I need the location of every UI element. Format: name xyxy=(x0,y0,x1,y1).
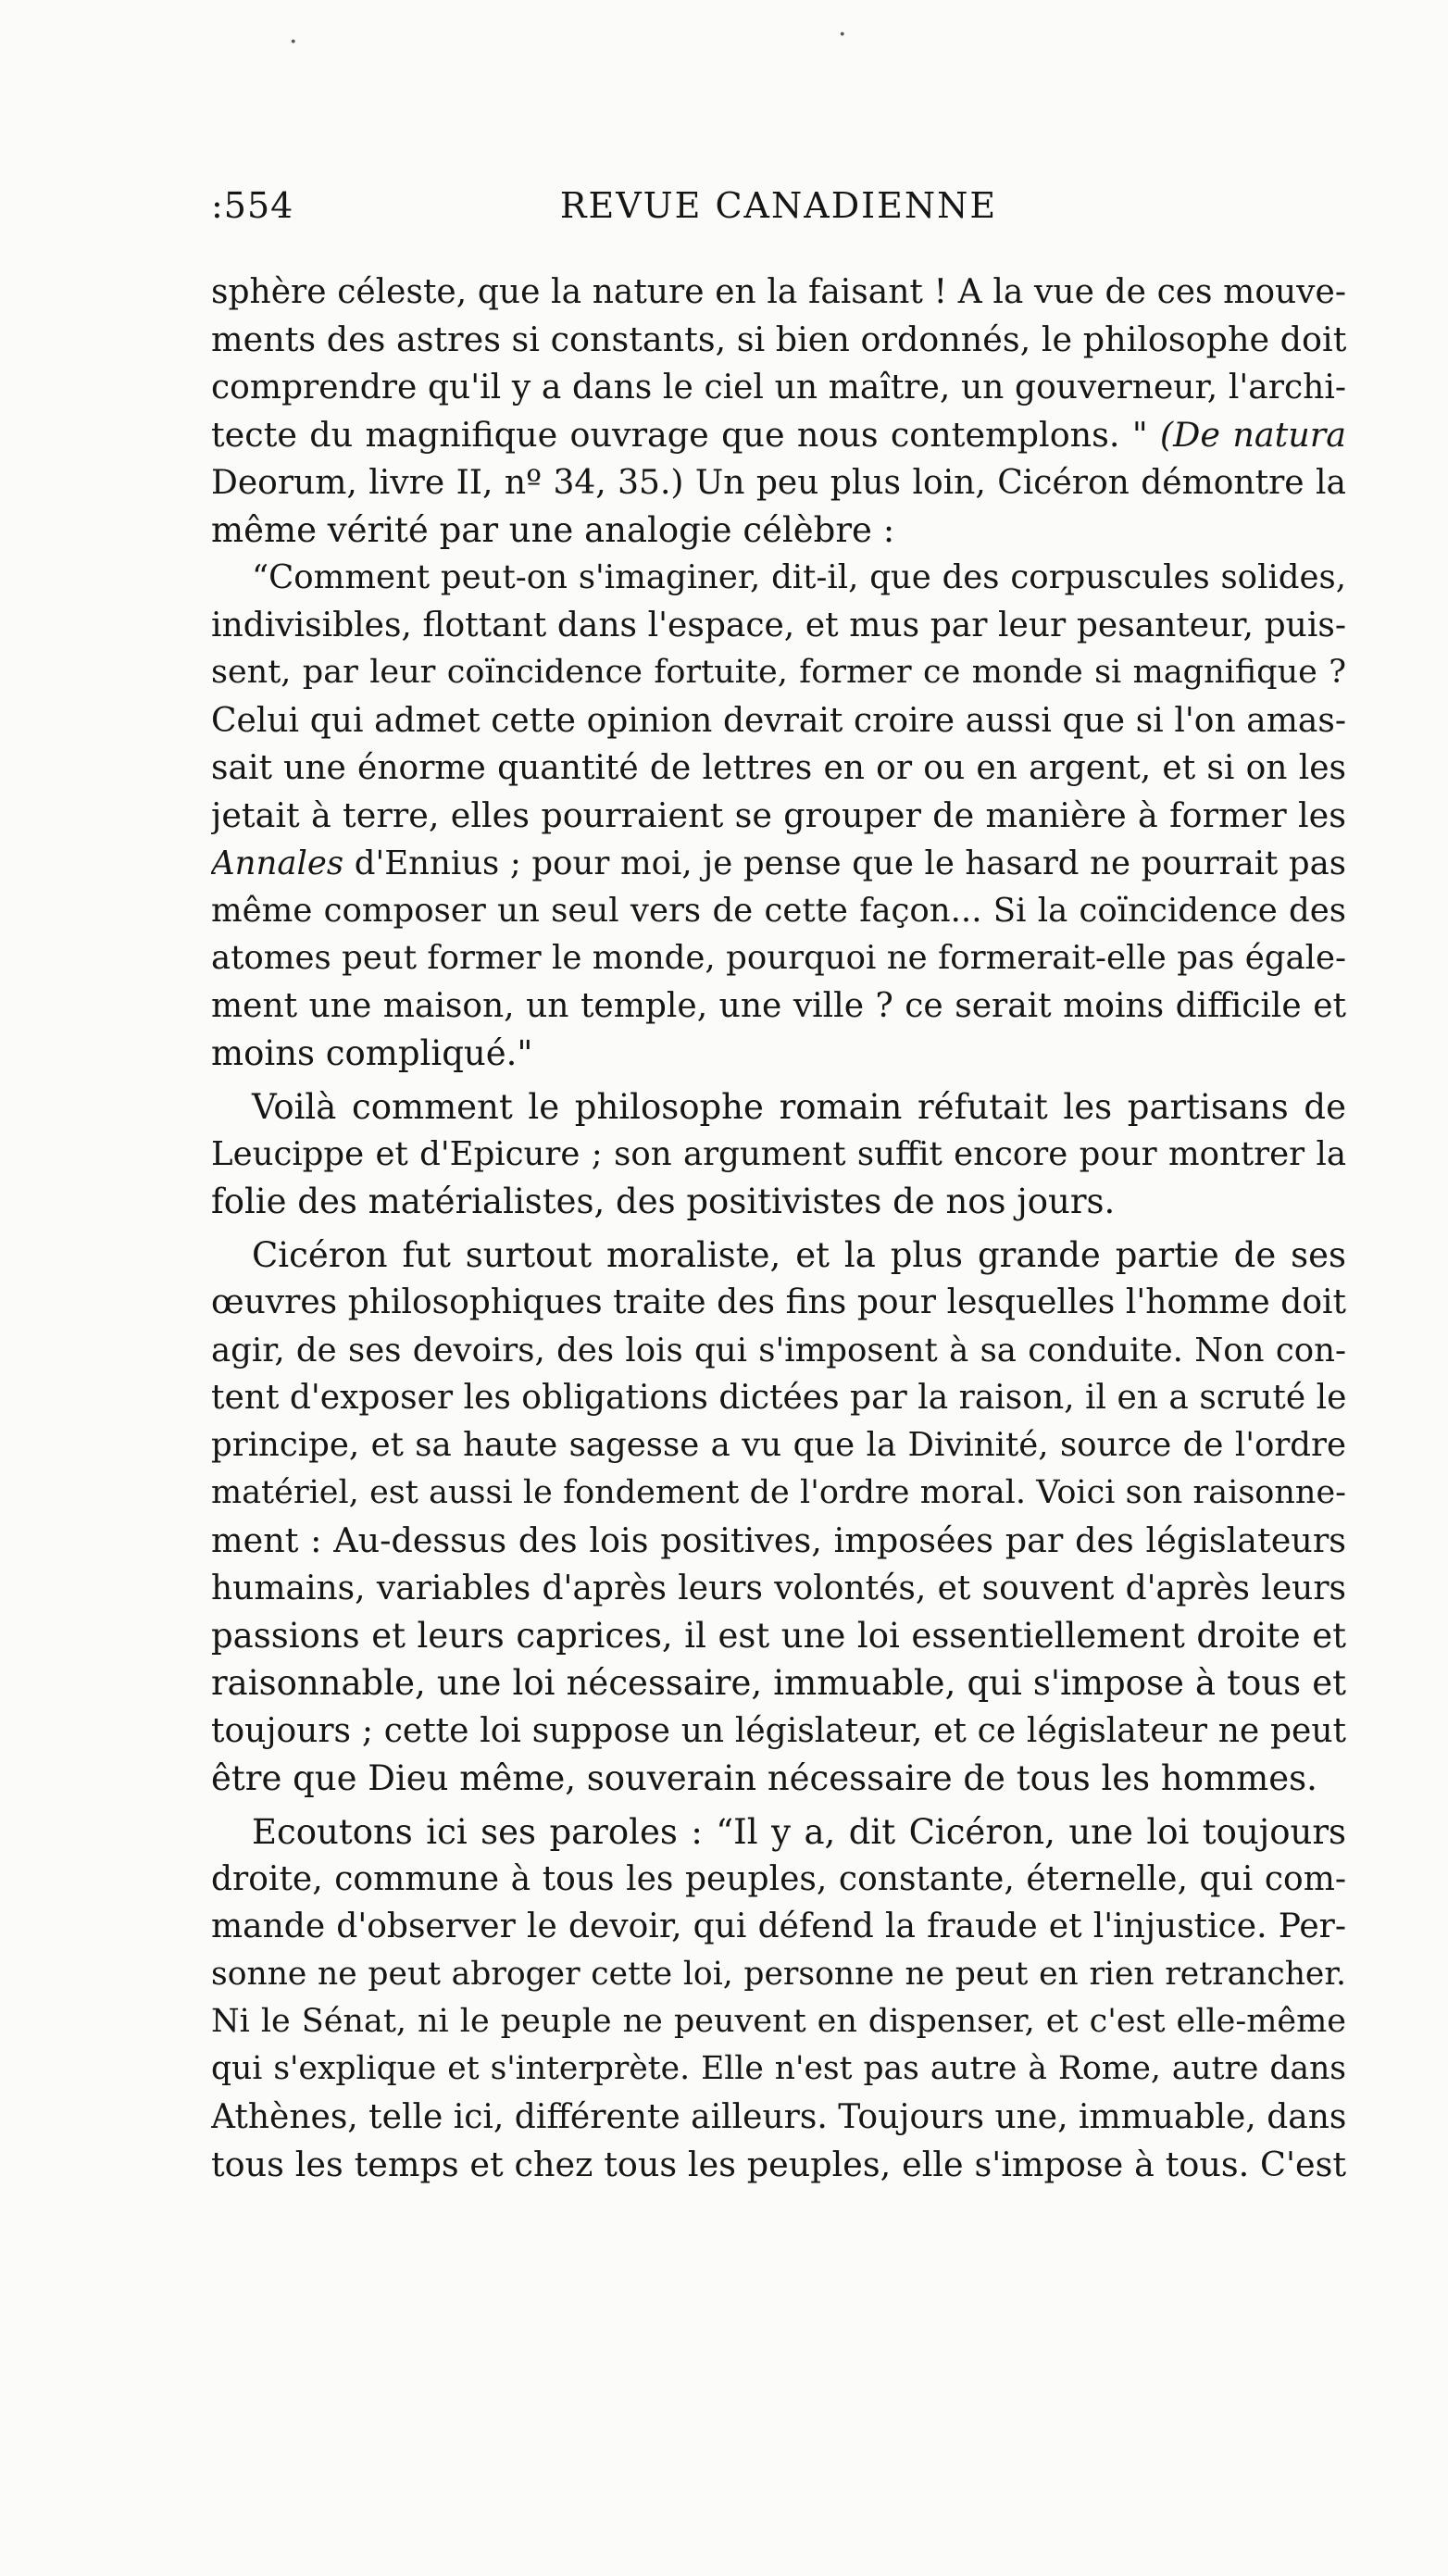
text-line: sait une énorme quantité de lettres en or ou en argent, et si on les xyxy=(211,748,1346,787)
text-line: Leucippe et d'Epicure ; son argument suffit encore pour montrer la xyxy=(211,1135,1346,1174)
text-line: être que Dieu même, souverain nécessaire de tous les hommes. xyxy=(211,1758,1317,1799)
text-span: tecte du magnifique ouvrage que nous contemplons. " xyxy=(211,415,1148,456)
text-line: sonne ne peut abroger cette loi, personne ne peut en rien retrancher. xyxy=(211,1955,1346,1993)
text-line xyxy=(211,411,1346,458)
text-line: comprendre qu'il y a dans le ciel un maître, un gouverneur, l'archi- xyxy=(211,368,1346,406)
text-line: ment une maison, un temple, une ville ? ce serait moins difficile et xyxy=(211,986,1346,1025)
text-line: indivisibles, flottant dans l'espace, et mus par leur pesanteur, puis- xyxy=(211,606,1346,644)
text-line: ments des astres si constants, si bien ordonnés, le philosophe doit xyxy=(211,319,1346,360)
text-span: d'Ennius ; pour moi, je pense que le hasard ne pourrait pas xyxy=(354,844,1346,882)
text-line: droite, commune à tous les peuples, constante, éternelle, qui com- xyxy=(211,1859,1346,1898)
text-line: moins compliqué." xyxy=(211,1033,533,1074)
text-line: passions et leurs caprices, il est une loi essentiellement droite et xyxy=(211,1615,1346,1656)
page-header xyxy=(211,185,1346,241)
text-line: jetait à terre, elles pourraient se grouper de manière à former les xyxy=(211,795,1346,836)
text-line: ment : Au-dessus des lois positives, imposées par des législateurs xyxy=(211,1520,1346,1561)
text-line: sent, par leur coïncidence fortuite, former ce monde si magnifique ? xyxy=(211,654,1346,692)
text-line: folie des matérialistes, des positivistes de nos jours. xyxy=(211,1182,1116,1222)
text-line: Athènes, telle ici, différente ailleurs. Toujours une, immuable, dans xyxy=(211,2097,1346,2136)
text-line: Deorum, livre II, nº 34, 35.) Un peu plus loin, Cicéron démontre la xyxy=(211,463,1346,502)
text-line: même vérité par une analogie célèbre : xyxy=(211,509,895,550)
text-line: qui s'explique et s'interprète. Elle n'est pas autre à Rome, autre dans xyxy=(211,2050,1346,2088)
body-text xyxy=(211,269,1346,2189)
text-line: Voilà comment le philosophe romain réfutait les partisans de xyxy=(252,1086,1346,1127)
text-line: matériel, est aussi le fondement de l'ordre moral. Voici son raisonne- xyxy=(211,1473,1346,1511)
text-line: humains, variables d'après leurs volontés, et souvent d'après leurs xyxy=(211,1569,1346,1607)
citation-title: (De natura xyxy=(1159,415,1346,456)
text-line: principe, et sa haute sagesse a vu que la Divinité, source de l'ordre xyxy=(211,1426,1346,1465)
text-line xyxy=(211,840,1346,887)
text-line: tent d'exposer les obligations dictées par la raison, il en a scruté le xyxy=(211,1378,1346,1417)
text-line: raisonnable, une loi nécessaire, immuable, qui s'impose à tous et xyxy=(211,1663,1346,1704)
text-line: sphère céleste, que la nature en la faisant ! A la vue de ces mouve- xyxy=(211,273,1346,311)
work-title: Annales xyxy=(211,844,344,882)
scan-speck: · xyxy=(838,19,847,51)
running-title: REVUE CANADIENNE xyxy=(559,185,998,226)
text-line: Cicéron fut surtout moraliste, et la plus grande partie de ses xyxy=(252,1234,1346,1275)
text-line: même composer un seul vers de cette façon... Si la coïncidence des xyxy=(211,892,1346,931)
text-line: Ni le Sénat, ni le peuple ne peuvent en dispenser, et c'est elle-même xyxy=(211,2003,1346,2041)
text-line: mande d'observer le devoir, qui défend la fraude et l'injustice. Per- xyxy=(211,1907,1346,1946)
text-line: toujours ; cette loi suppose un législateur, et ce législateur ne peut xyxy=(211,1711,1346,1750)
text-line: “Comment peut-on s'imaginer, dit-il, que des corpuscules solides, xyxy=(252,558,1346,597)
text-line: Celui qui admet cette opinion devrait croire aussi que si l'on amas- xyxy=(211,701,1346,740)
text-line: agir, de ses devoirs, des lois qui s'imposent à sa conduite. Non con- xyxy=(211,1331,1346,1369)
page-number: :554 xyxy=(211,185,294,226)
text-line: tous les temps et chez tous les peuples, elle s'impose à tous. C'est xyxy=(211,2145,1346,2185)
scan-speck: · xyxy=(289,26,298,58)
text-line: œuvres philosophiques traite des fins pour lesquelles l'homme doit xyxy=(211,1283,1346,1322)
text-line: atomes peut former le monde, pourquoi ne formerait-elle pas égale- xyxy=(211,939,1346,978)
text-line: Ecoutons ici ses paroles : “Il y a, dit Cicéron, une loi toujours xyxy=(252,1811,1346,1852)
